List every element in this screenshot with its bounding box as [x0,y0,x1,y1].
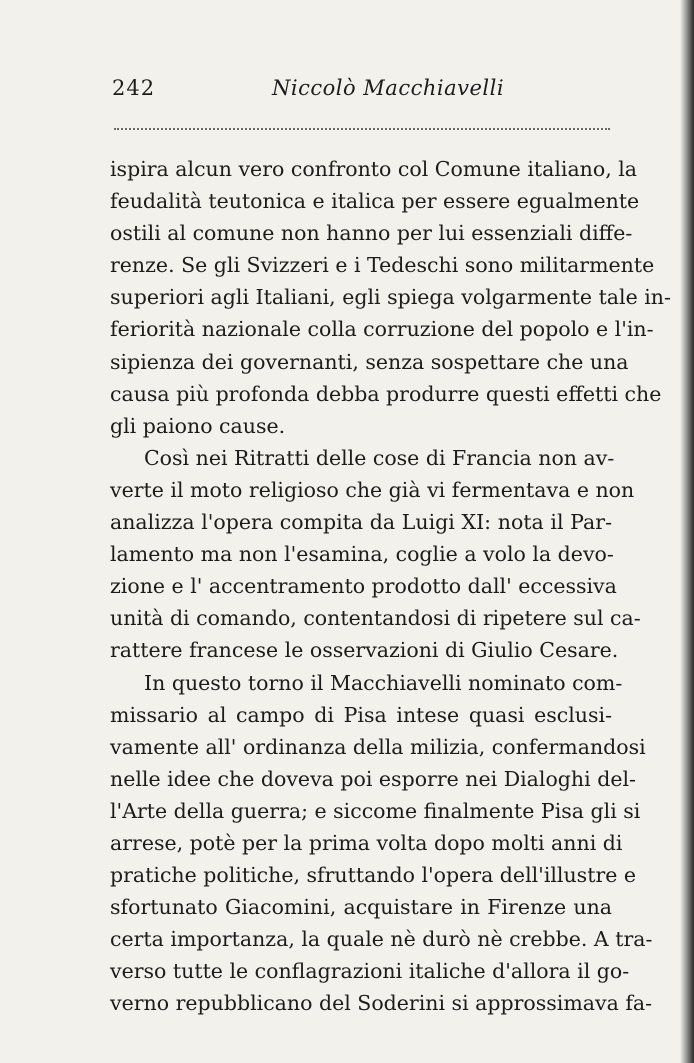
body-text [110,153,671,1020]
text-line: Così nei Ritratti delle cose di Francia non av- [144,445,615,470]
text-line: renze. Se gli Svizzeri e i Tedeschi sono militarmente [110,253,655,278]
text-line: pratiche politiche, sfruttando l'opera dell'illustre e [110,863,637,888]
text-line: gli paiono cause. [110,413,286,438]
text-line: superiori agli Italiani, egli spiega volgarmente tale in- [110,285,671,310]
text-line: In questo torno il Macchiavelli nominato com- [144,670,623,695]
text-line: causa più profonda debba produrre questi effetti che [110,381,662,406]
text-line: ispira alcun vero confronto col Comune italiano, la [110,157,638,181]
text-line: zione e l' accentramento prodotto dall' eccessiva [110,574,617,599]
text-line: feriorità nazionale colla corruzione del popolo e l'in- [110,317,654,342]
text-line: verno repubblicano del Soderini si approssimava fa- [110,991,653,1016]
header-rule [114,128,610,130]
text-line: verso tutte le conflagrazioni italiche d'allora il go- [110,959,630,984]
text-line: sipienza dei governanti, senza sospettare che una [110,349,629,374]
text-line: verte il moto religioso che già vi fermentava e non [110,477,635,502]
page-header [112,76,610,110]
text-line: analizza l'opera compita da Luigi XI: nota il Par- [110,510,612,535]
text-line: unità di comando, contentandosi di ripetere sul ca- [110,606,641,631]
text-line: sfortunato Giacomini, acquistare in Firenze una [110,895,612,920]
text-line: vamente all' ordinanza della milizia, confermandosi [110,734,646,759]
text-line: l'Arte della guerra; e siccome finalmente Pisa gli si [110,798,641,823]
text-line: feudalità teutonica e italica per essere egualmente [110,189,640,214]
page-number: 242 [112,76,156,100]
text-line: lamento ma non l'esamina, coglie a volo la devo- [110,542,614,567]
text-line: certa importanza, la quale nè durò nè crebbe. A tra- [110,927,653,952]
text-line: rattere francese le osservazioni di Giulio Cesare. [110,638,619,663]
text-line: arrese, potè per la prima volta dopo molti anni di [110,830,623,855]
text-line: ostili al comune non hanno per lui essenziali diffe- [110,221,633,246]
text-line: missario al campo di Pisa intese quasi esclusi- [110,702,612,727]
page-edge-shadow [680,0,694,1063]
text-line: nelle idee che doveva poi esporre nei Dialoghi del- [110,766,636,791]
running-title: Niccolò Macchiavelli [272,76,505,100]
